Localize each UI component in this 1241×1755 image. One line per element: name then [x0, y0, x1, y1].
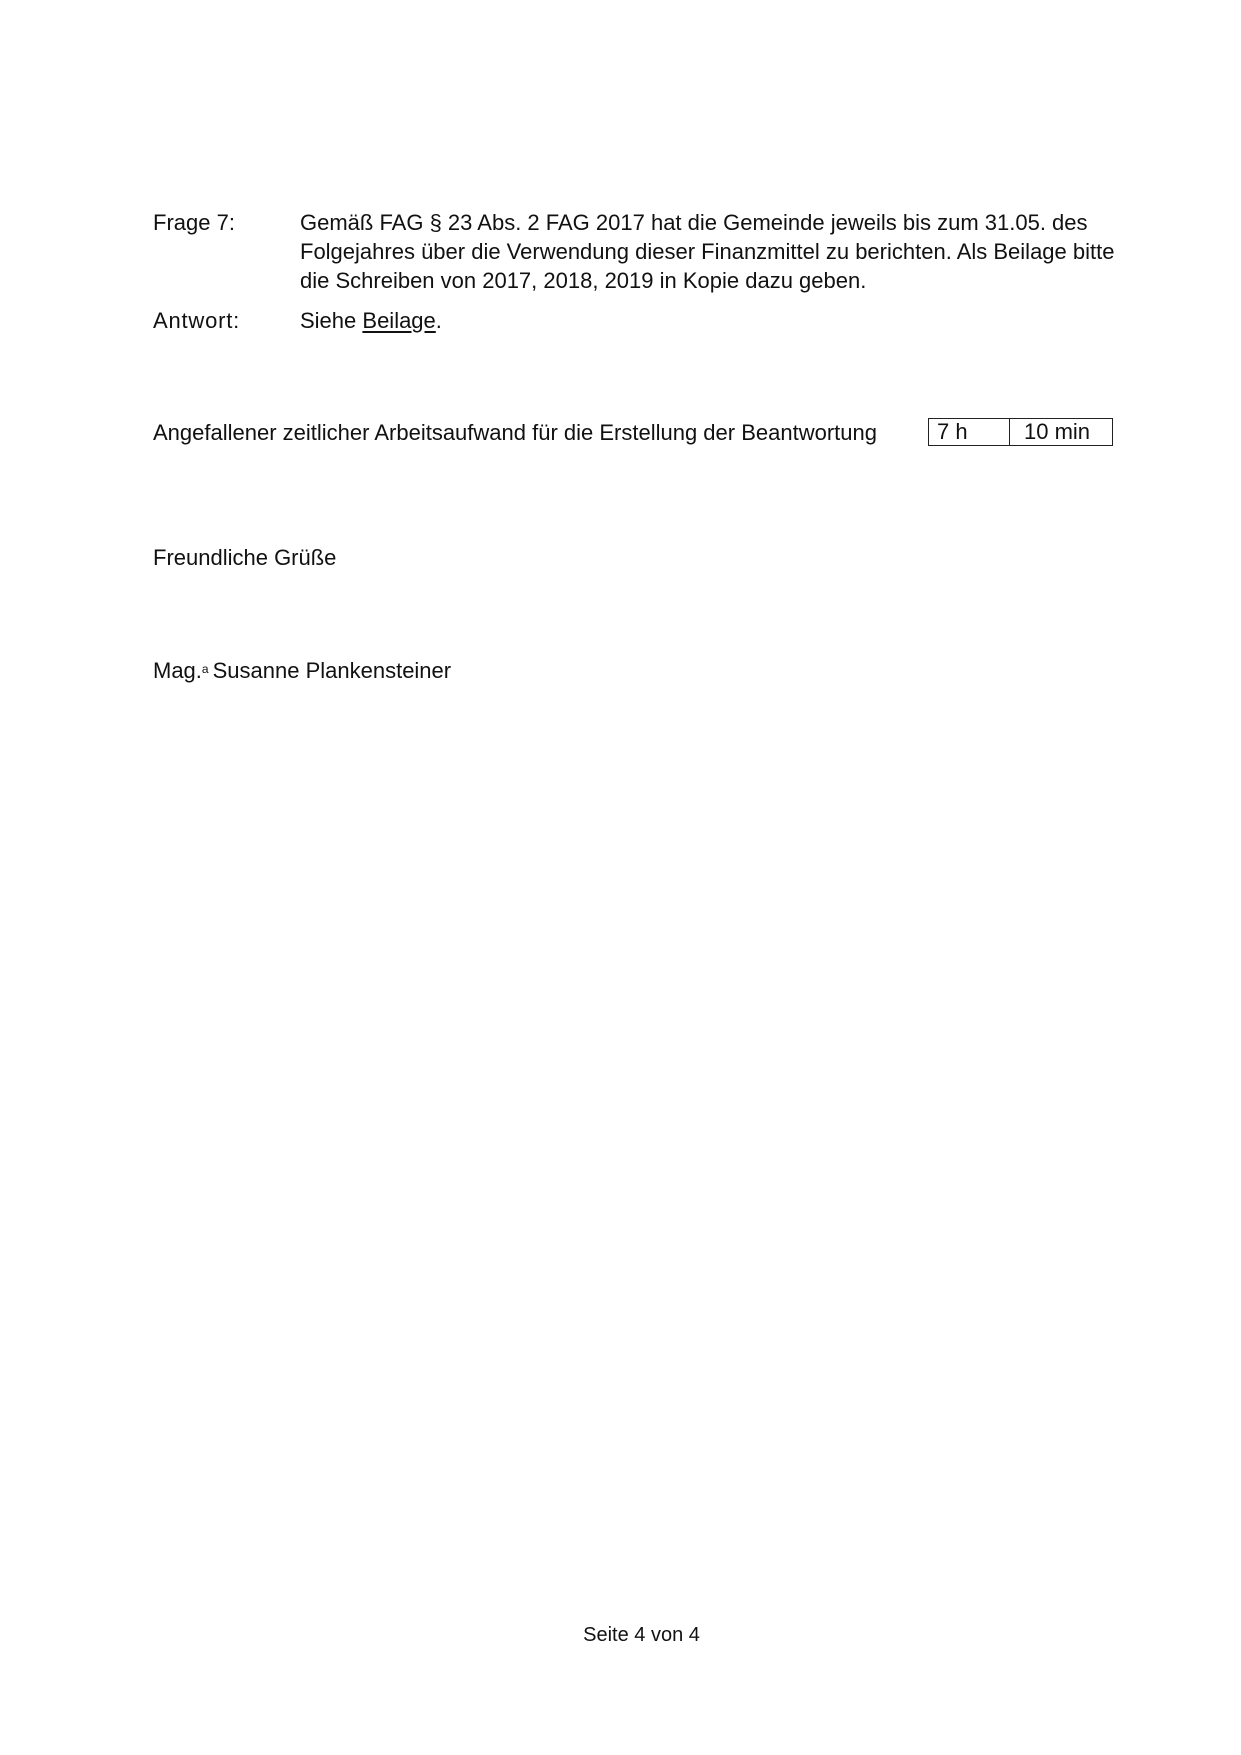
effort-label: Angefallener zeitlicher Arbeitsaufwand für die Erstellung der Beantwortung — [153, 420, 877, 445]
effort-table-row — [929, 419, 1113, 446]
closing-greeting: Freundliche Grüße — [153, 545, 337, 570]
answer-row — [153, 306, 1133, 335]
answer-label: Antwort: — [153, 308, 241, 333]
question-text: Gemäß FAG § 23 Abs. 2 FAG 2017 hat die Gemeinde jeweils bis zum 31.05. des Folgejahres über die Verwendung dieser Finanzmittel zu berichten. Als Beilage bitte die Schreiben von 2017, 2018, 2019 in Kopie dazu geben. — [300, 210, 1115, 293]
effort-table — [928, 418, 1113, 446]
answer-text — [300, 306, 1133, 335]
answer-suffix: . — [435, 308, 442, 333]
effort-row — [153, 418, 1113, 448]
signature-title-superscript: a — [201, 662, 209, 676]
answer-prefix: Siehe — [300, 308, 363, 333]
signature-name: Susanne Plankensteiner — [212, 658, 452, 683]
attachment-link[interactable]: Beilage — [362, 308, 436, 333]
effort-minutes: 10 min — [1010, 419, 1113, 446]
page-number: Seite 4 von 4 — [583, 1624, 700, 1646]
question-row — [153, 208, 1133, 295]
signature-title: Mag. — [153, 658, 202, 683]
signature — [153, 656, 451, 685]
question-label: Frage 7: — [153, 210, 235, 235]
effort-hours: 7 h — [929, 419, 1010, 446]
